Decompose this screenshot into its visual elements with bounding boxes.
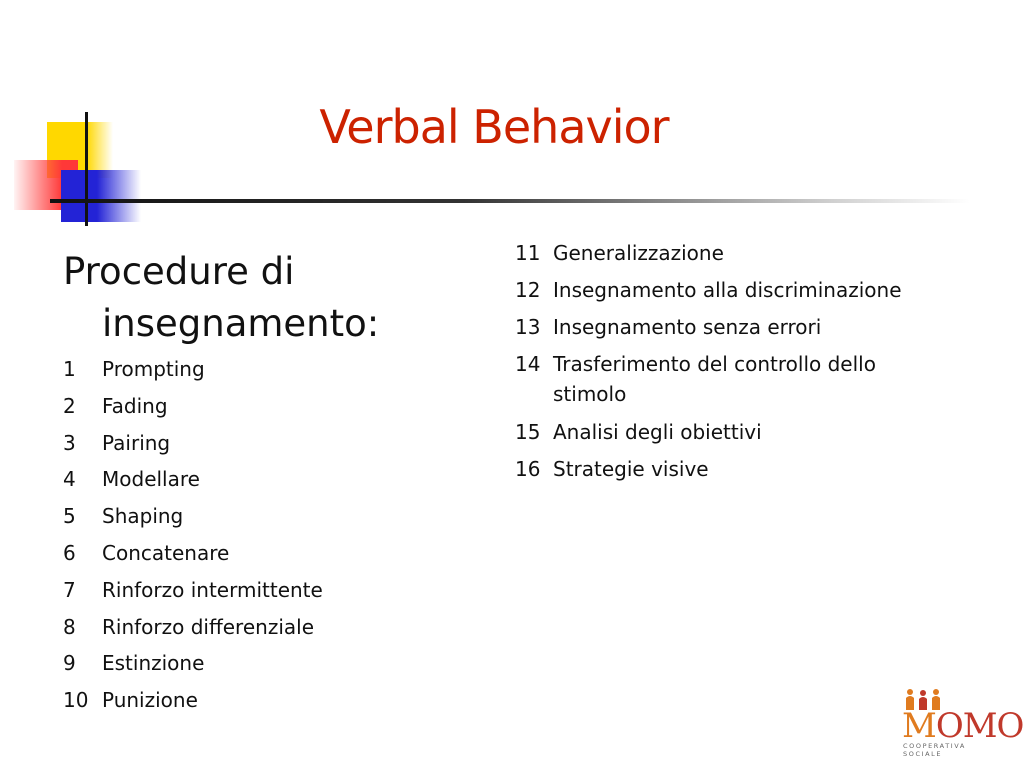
item-number: 14 xyxy=(515,352,541,376)
list-item xyxy=(515,417,955,454)
list-item xyxy=(63,428,483,465)
slide-title: Verbal Behavior xyxy=(319,100,669,154)
item-text: Punizione xyxy=(102,688,198,713)
item-text: Rinforzo intermittente xyxy=(102,577,323,602)
item-text: Insegnamento senza errori xyxy=(553,315,822,339)
item-text: Estinzione xyxy=(102,651,205,676)
item-number: 2 xyxy=(63,393,76,418)
item-number: 7 xyxy=(63,577,76,602)
item-text: Rinforzo differenziale xyxy=(102,614,314,639)
list-item xyxy=(515,349,955,417)
heading-line-1: Procedure di xyxy=(63,250,295,293)
procedure-list-right xyxy=(515,238,955,491)
list-item xyxy=(515,238,955,275)
item-text: Strategie visive xyxy=(553,457,709,481)
item-number: 13 xyxy=(515,315,541,339)
logo-wordmark: MOMO xyxy=(902,706,1024,746)
list-item xyxy=(63,575,483,612)
item-number: 10 xyxy=(63,688,89,713)
item-number: 5 xyxy=(63,504,76,529)
item-number: 1 xyxy=(63,357,76,381)
list-item xyxy=(515,454,955,491)
item-number: 4 xyxy=(63,467,76,492)
item-number: 8 xyxy=(63,614,76,639)
item-number: 11 xyxy=(515,241,541,265)
item-number: 9 xyxy=(63,651,76,676)
list-item xyxy=(63,354,483,391)
item-text: Prompting xyxy=(102,357,205,381)
heading-line-2: insegnamento: xyxy=(102,302,380,345)
list-item xyxy=(63,538,483,575)
title-underline xyxy=(50,199,970,203)
item-number: 16 xyxy=(515,457,541,481)
item-text: Shaping xyxy=(102,504,184,529)
list-item xyxy=(515,275,955,312)
item-text: Trasferimento del controllo dello stimolo xyxy=(553,352,876,406)
item-text: Analisi degli obiettivi xyxy=(553,420,762,444)
list-item xyxy=(63,612,483,649)
list-item xyxy=(515,312,955,349)
item-text: Fading xyxy=(102,393,168,418)
item-text: Pairing xyxy=(102,430,171,455)
momo-logo xyxy=(898,688,1024,758)
list-item xyxy=(63,501,483,538)
list-item xyxy=(63,685,483,722)
item-text: Generalizzazione xyxy=(553,241,724,265)
list-item xyxy=(63,464,483,501)
list-item xyxy=(63,391,483,428)
item-number: 6 xyxy=(63,540,76,565)
item-number: 12 xyxy=(515,278,541,302)
section-heading xyxy=(63,246,379,350)
logo-subtitle: COOPERATIVA SOCIALE xyxy=(903,742,966,758)
item-number: 3 xyxy=(63,430,76,455)
procedure-list-left xyxy=(63,354,483,722)
item-text: Modellare xyxy=(102,467,200,492)
list-item xyxy=(63,648,483,685)
item-text: Insegnamento alla discriminazione xyxy=(553,278,902,302)
decor-blue-square xyxy=(61,170,141,222)
item-number: 15 xyxy=(515,420,541,444)
item-text: Concatenare xyxy=(102,540,230,565)
